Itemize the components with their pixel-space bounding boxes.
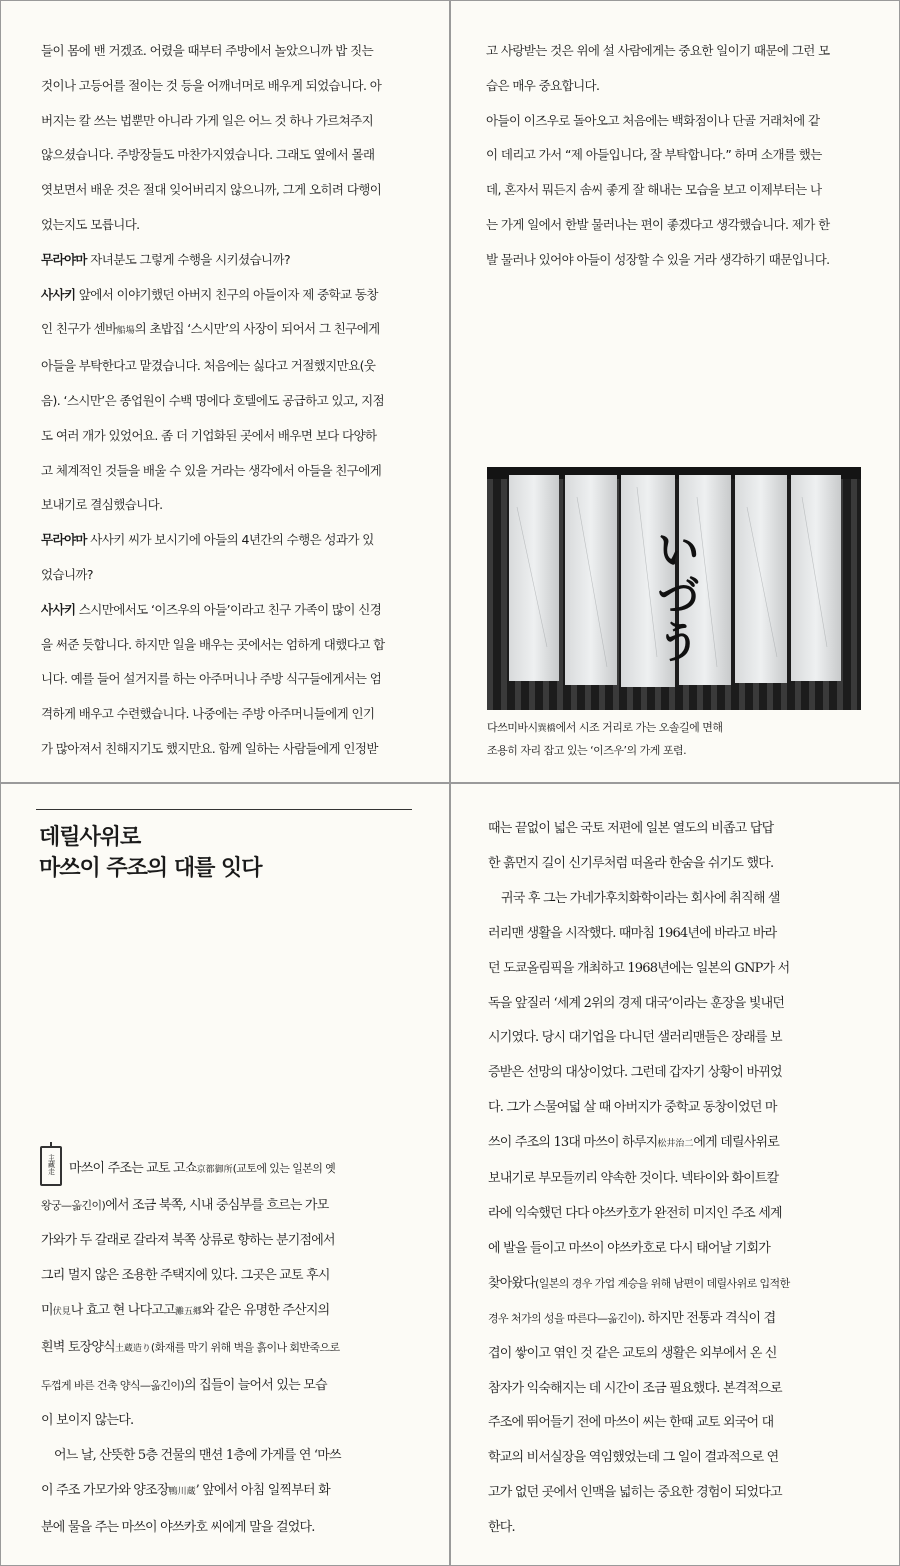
text-line: [488, 1197, 873, 1232]
translator-note: (화재를 막기 위해 벽을 흙이나 회반죽으로: [150, 1341, 340, 1355]
text-line: [41, 104, 421, 139]
text-run: 고 사랑받는 것은 위에 설 사람에게는 중요한 일이기 때문에 그런 모: [486, 43, 830, 58]
text-run: 는 가게 일에서 한발 물러나는 편이 좋겠다고 생각했습니다. 제가 한: [486, 216, 830, 232]
text-line: [488, 987, 873, 1022]
text-run: 고가 없던 곳에서 인맥을 넓히는 중요한 경험이 되었다고: [488, 1485, 782, 1501]
noren-text: いづう: [648, 527, 700, 665]
page-1-body: [41, 34, 421, 767]
text-line: [41, 593, 421, 628]
text-line: [41, 1368, 416, 1403]
text-run: 의 초밥집 ‘스시만’의 사장이 되어서 그 친구에게: [134, 321, 380, 337]
translator-note: 경우 처가의 성을 따른다—옮긴이): [488, 1311, 642, 1325]
speaker-name: 사사키: [41, 601, 76, 617]
hanja-annotation: 松井治二: [657, 1139, 694, 1150]
text-line: [488, 1406, 873, 1441]
text-line: [488, 1302, 873, 1337]
text-run: 니다. 예를 들어 설거지를 하는 아주머니나 주방 식구들에게서는 엄: [41, 671, 382, 687]
text-line: [486, 104, 871, 139]
text-run: 조용히 자리 잡고 있는 ‘이즈우’의 가게 포렴.: [487, 744, 687, 757]
text-line: [41, 732, 421, 767]
text-run: 음). ‘스시만’은 종업원이 수백 명에다 호텔에도 공급하고 있고, 지점: [41, 392, 385, 408]
text-run: 미: [41, 1303, 53, 1319]
text-line: [488, 1126, 873, 1162]
text-run: 쓰이 주조의 13대 마쓰이 하루지: [488, 1135, 658, 1151]
text-line: [41, 1188, 416, 1223]
text-run: 증받은 선망의 대상이었다. 그런데 갑자기 상황이 바뀌었: [488, 1065, 782, 1081]
text-run: 다. 그가 스물여덟 살 때 아버지가 중학교 동창이었던 마: [488, 1100, 777, 1116]
text-run: 나 효고 현 나다고고: [70, 1303, 175, 1319]
text-run: 한 흙먼지 길이 신기루처럼 떠올라 한숨을 쉬기도 했다.: [488, 855, 774, 871]
text-run: 발 물러나 있어야 아들이 성장할 수 있을 거라 생각하기 때문입니다.: [486, 251, 830, 267]
text-run: 의 집들이 늘어서 있는 모습: [184, 1377, 327, 1393]
speaker-name: 사사키: [41, 286, 76, 302]
text-run: 것이나 고등어를 절이는 것 등을 어깨너머로 배우게 되었습니다. 아: [41, 77, 382, 93]
text-line: [41, 558, 421, 593]
translator-note: (일본의 경우 가업 계승을 위해 남편이 데릴사위로 입적한: [535, 1276, 790, 1290]
text-run: 이 주조 가모가와 양조장: [41, 1482, 169, 1498]
text-run: 독을 앞질러 ‘세계 2위의 경제 대국’이라는 훈장을 빛내던: [488, 995, 785, 1011]
text-run: 이 보이지 않는다.: [41, 1412, 134, 1428]
text-run: 그리 멀지 않은 조용한 주택지에 있다. 그곳은 교토 후시: [41, 1268, 330, 1284]
text-line: [41, 69, 421, 104]
text-line: [488, 1056, 873, 1091]
text-run: 러리맨 생활을 시작했다. 때마침 1964년에 바라고 바라: [488, 925, 777, 941]
text-run: 이 데리고 가서 “제 아들입니다, 잘 부탁합니다.” 하며 소개를 했는: [486, 147, 822, 163]
text-run: 시기였다. 당시 대기업을 다니던 샐러리맨들은 장래를 보: [488, 1030, 782, 1046]
text-run: 보내기로 결심했습니다.: [41, 497, 163, 513]
text-line: [488, 1162, 873, 1197]
text-line: [486, 34, 871, 69]
text-line: [41, 1403, 416, 1438]
speaker-name: 무라야마: [41, 532, 87, 548]
translator-note: 두껍게 바른 건축 양식—옮긴이): [41, 1378, 185, 1392]
text-line: [41, 419, 421, 454]
text-run: 던 도쿄올림픽을 개최하고 1968년에는 일본의 GNP가 서: [488, 960, 790, 976]
heading-line-2: 마쓰이 주조의 대를 잇다: [39, 856, 262, 881]
text-run: 사사키 씨가 보시기에 아들의 4년간의 수행은 성과가 있: [86, 532, 374, 548]
page-3: [0, 783, 450, 1566]
text-run: 흰벽 토장양식: [41, 1340, 115, 1356]
text-line: [41, 1473, 416, 1510]
text-line: [488, 1476, 873, 1511]
text-run: 때는 끝없이 넓은 국토 저편에 일본 열도의 비좁고 답답: [488, 821, 774, 836]
text-run: 격하게 배우고 수련했습니다. 나중에는 주방 아주머니들에게 인기: [41, 706, 375, 722]
text-line: [488, 1441, 873, 1476]
text-run: 앞에서 이야기했던 아버지 친구의 아들이자 제 중학교 동창: [75, 286, 378, 302]
hanja-annotation: 伏見: [52, 1307, 71, 1318]
text-line: [488, 1021, 873, 1056]
text-run: 에서 조금 북쪽, 시내 중심부를 흐르는 가모: [105, 1198, 329, 1214]
text-line: [41, 1438, 416, 1473]
text-line: [488, 1091, 873, 1126]
text-line: [41, 34, 421, 69]
text-run: 데, 혼자서 뭐든지 솜씨 좋게 잘 해내는 모습을 보고 이제부터는 나: [486, 182, 822, 198]
text-run: 습은 매우 중요합니다.: [486, 77, 600, 93]
text-run: 가와가 두 갈래로 갈라져 북쪽 상류로 향하는 분기점에서: [41, 1233, 335, 1249]
text-line: [41, 349, 421, 384]
text-run: 않으셨습니다. 주방장들도 마찬가지였습니다. 그래도 옆에서 몰래: [41, 147, 375, 163]
text-run: 에서 시조 거리로 가는 오솔길에 면해: [555, 721, 723, 734]
hanja-annotation: 灘五郷: [174, 1307, 202, 1318]
text-run: 아들을 부탁한다고 맡겼습니다. 처음에는 싫다고 거절했지만요(웃: [41, 358, 376, 374]
text-run: 가 많아져서 친해지기도 했지만요. 함께 일하는 사람들에게 인정받: [41, 740, 378, 756]
text-line: [41, 1223, 416, 1258]
heading-rule: [36, 809, 412, 810]
text-line: [41, 454, 421, 489]
page-1: [0, 0, 450, 783]
text-run: 라에 익숙했던 다다 야쓰카호가 완전히 미지인 주조 세계: [488, 1205, 782, 1221]
hanja-annotation: 京都御所: [196, 1165, 233, 1175]
page-3-body: [41, 1151, 416, 1545]
text-run: 귀국 후 그는 가네가후치화학이라는 회사에 취직해 샐: [501, 890, 780, 906]
text-run: 스시만에서도 ‘이즈우의 아들’이라고 친구 가족이 많이 신경: [75, 601, 382, 617]
text-run: 었는지도 모릅니다.: [41, 216, 140, 232]
text-line: [41, 1293, 416, 1330]
text-line: [487, 740, 867, 761]
text-run: 찾아왔다: [488, 1275, 536, 1291]
text-line: [486, 208, 871, 243]
text-line: [41, 662, 421, 697]
photo-caption: [487, 717, 867, 761]
text-line: [488, 1372, 873, 1407]
text-line: [488, 1511, 873, 1546]
text-line: [486, 138, 871, 173]
text-line: [488, 882, 873, 917]
text-line: [488, 847, 873, 882]
text-line: [486, 173, 871, 208]
text-line: [41, 278, 421, 313]
text-line: [41, 1330, 416, 1367]
text-line: [41, 173, 421, 208]
text-run: 분에 물을 주는 마쓰이 야쓰카호 씨에게 말을 걸었다.: [41, 1519, 315, 1535]
text-line: [488, 1232, 873, 1267]
text-run: 겹이 쌓이고 엮인 것 같은 교토의 생활은 외부에서 온 신: [488, 1345, 777, 1361]
text-line: [41, 1151, 416, 1188]
text-line: [488, 1337, 873, 1372]
text-line: [486, 69, 871, 104]
text-line: [41, 523, 421, 558]
text-line: [41, 628, 421, 663]
text-run: 자녀분도 그렇게 수행을 시키셨습니까?: [86, 251, 291, 267]
text-run: 학교의 비서실장을 역임했었는데 그 일이 결과적으로 연: [488, 1450, 779, 1466]
text-line: [488, 952, 873, 987]
text-line: [41, 697, 421, 732]
seal-text: 主藏走: [47, 1154, 56, 1175]
text-run: 들이 몸에 밴 거겠죠. 어렸을 때부터 주방에서 놀았으니까 밥 짓는: [41, 43, 374, 58]
text-run: 에 발을 들이고 마쓰이 야쓰카호로 다시 태어날 기회가: [488, 1240, 771, 1256]
text-line: [488, 1267, 873, 1302]
text-run: 참자가 익숙해지는 데 시간이 조금 필요했다. 본격적으로: [488, 1380, 782, 1396]
text-line: [488, 812, 873, 847]
text-line: [41, 208, 421, 243]
text-run: 을 써준 듯합니다. 하지만 일을 배우는 곳에서는 엄하게 대했다고 합: [41, 636, 385, 652]
page-4-body: [488, 812, 873, 1546]
text-line: [41, 138, 421, 173]
text-line: [41, 1258, 416, 1293]
noren-photo: [487, 467, 861, 710]
text-line: [41, 384, 421, 419]
text-line: [41, 1510, 416, 1545]
text-run: 와 같은 유명한 주산지의: [201, 1303, 330, 1319]
text-line: [488, 917, 873, 952]
heading-line-1: 데릴사위로: [39, 825, 141, 850]
page-2-body: [486, 34, 871, 278]
text-run: 한다.: [488, 1520, 515, 1536]
text-line: [486, 243, 871, 278]
text-run: 다쓰미바시: [487, 721, 538, 734]
text-run: 어느 날, 산뜻한 5층 건물의 맨션 1층에 가게를 연 ‘마쓰: [54, 1447, 341, 1463]
text-run: . 하지만 전통과 격식이 겹: [641, 1310, 776, 1326]
text-run: 버지는 칼 쓰는 법뿐만 아니라 가게 일은 어느 것 하나 가르쳐주지: [41, 112, 374, 128]
hanja-annotation: 土蔵造り: [114, 1344, 151, 1355]
page-4: [450, 783, 900, 1566]
text-line: [41, 488, 421, 523]
text-line: [41, 243, 421, 278]
text-run: ’ 앞에서 아침 일찍부터 화: [195, 1482, 330, 1498]
text-run: 고 체계적인 것들을 배울 수 있을 거라는 생각에서 아들을 친구에게: [41, 462, 382, 478]
translator-note: (교토에 있는 일본의 옛: [232, 1162, 336, 1175]
chapter-heading: [39, 822, 262, 884]
hanja-annotation: 船場: [116, 326, 135, 337]
page-2: [450, 0, 900, 783]
text-line: [487, 717, 867, 740]
text-run: 보내기로 부모들끼리 약속한 것이다. 넥타이와 화이트칼: [488, 1171, 779, 1187]
text-line: [41, 312, 421, 349]
hanja-annotation: 鴨川蔵: [168, 1486, 196, 1497]
hanja-annotation: 巽橋: [537, 724, 556, 734]
text-run: 주조에 뛰어들기 전에 마쓰이 씨는 한때 교토 외국어 대: [488, 1415, 774, 1431]
text-run: 마쓰이 주조는 교토 고쇼: [69, 1161, 197, 1176]
text-run: 도 여러 개가 있었어요. 좀 더 기업화된 곳에서 배우면 보다 다양하: [41, 427, 377, 443]
text-run: 었습니까?: [41, 566, 93, 582]
text-run: 아들이 이즈우로 돌아오고 처음에는 백화점이나 단골 거래처에 같: [486, 112, 820, 128]
speaker-name: 무라야마: [41, 251, 87, 267]
text-run: 인 친구가 센바: [41, 321, 117, 337]
text-run: 에게 데릴사위로: [693, 1135, 780, 1151]
text-run: 엿보면서 배운 것은 절대 잊어버리지 않으니까, 그게 오히려 다행이: [41, 182, 382, 198]
translator-note: 왕궁—옮긴이): [41, 1199, 106, 1213]
